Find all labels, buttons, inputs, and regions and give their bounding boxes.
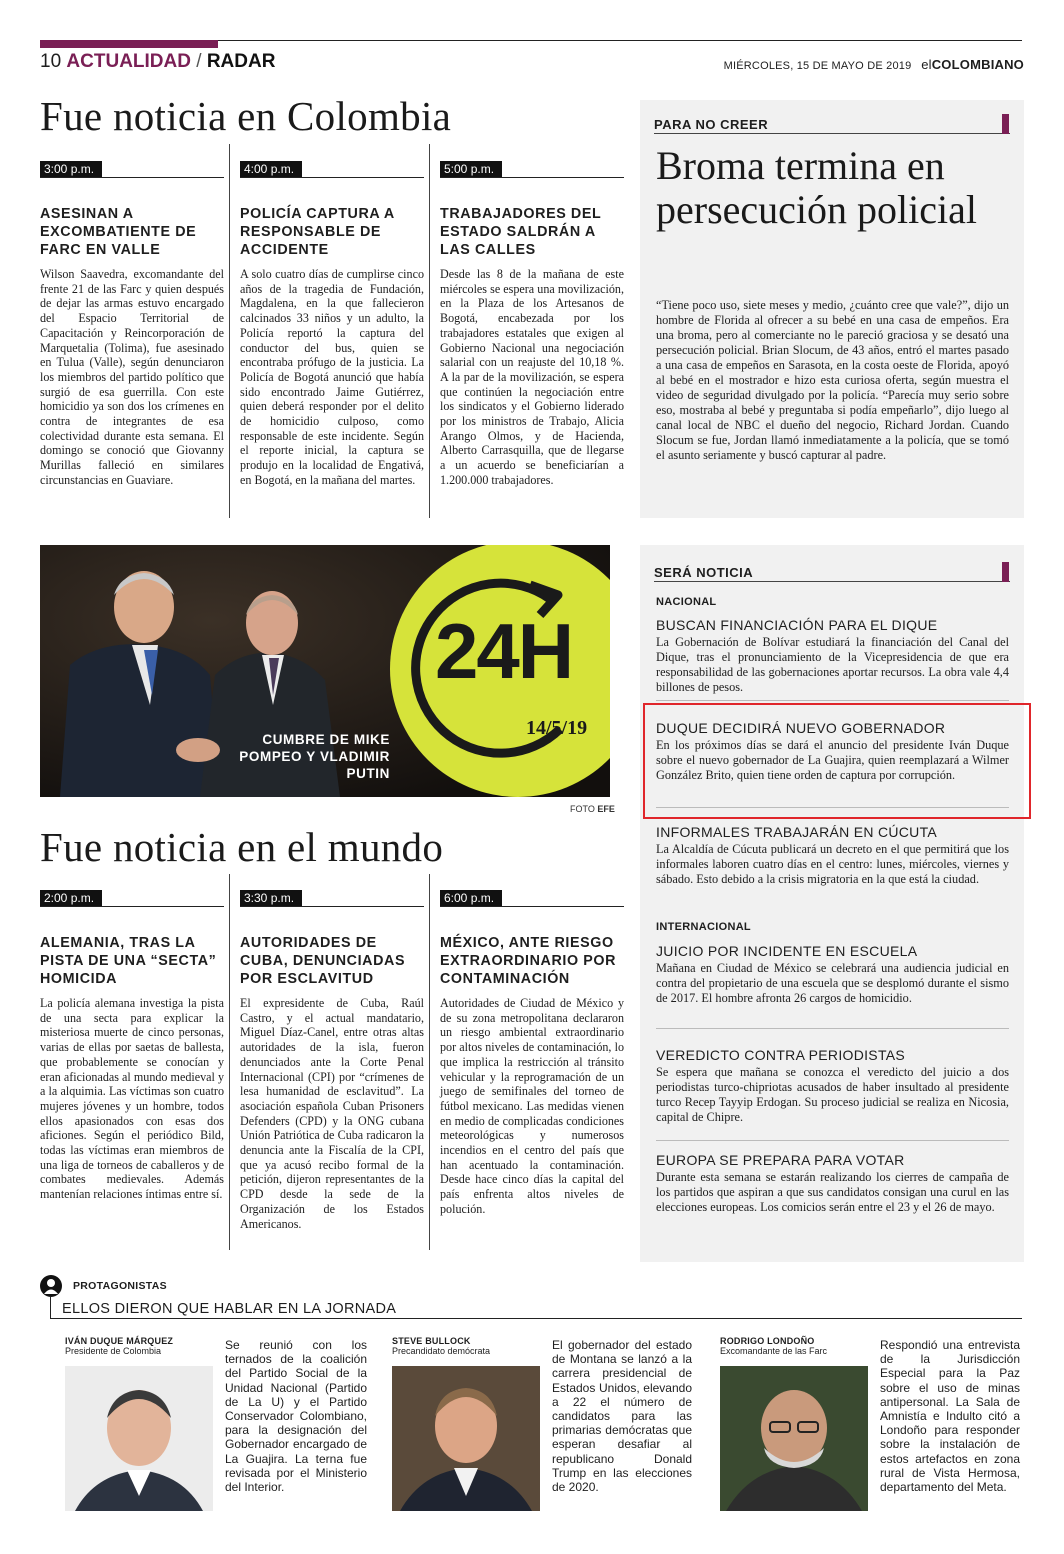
time-badge: 2:00 p.m. bbox=[40, 890, 102, 906]
protagonistas-subtitle: ELLOS DIERON QUE HABLAR EN LA JORNADA bbox=[62, 1301, 397, 1317]
item-title: EUROPA SE PREPARA PARA VOTAR bbox=[656, 1152, 905, 1168]
page-number: 10 bbox=[40, 51, 62, 72]
headline: POLICÍA CAPTURA A RESPONSABLE DE ACCIDENTE bbox=[240, 206, 395, 258]
column-divider bbox=[429, 144, 430, 518]
time-badge: 3:30 p.m. bbox=[240, 890, 302, 906]
item-title: BUSCAN FINANCIACIÓN PARA EL DIQUE bbox=[656, 617, 938, 633]
para-no-creer-body: “Tiene poco uso, siete meses y medio, ¿cuánto cree que vale?”, dijo un hombre de Florida al ofrecer a su bebé en una casa de empeños. Era una broma, pero al comerciante no le pareció graciosa y se desató una persecución policial. Brian Slocum, de 43 años, entró el martes pasado a una casa de empeños en Sarasota, en la costa oeste de Florida, apoyó al bebé en el mostrador e hizo esta curiosa oferta, según muestra el video de seguridad divulgado por la policía. “Parecía muy serio sobre eso, mostraba al bebé y preguntaba si podía empeñarlo”, dijo luego al canal local de NBC el dueño del negocio, Richard Jordan. Cuando Slocum se fue, Jordan llamó inmediatamente a la policía, que se tomó el asunto seriamente y buscó capturar al padre. bbox=[656, 298, 1009, 462]
mundo-item-3 bbox=[440, 887, 624, 1217]
photo-caption: CUMBRE DE MIKE POMPEO Y VLADIMIR PUTIN bbox=[239, 732, 390, 781]
internacional-item-2 bbox=[656, 1047, 1009, 1125]
summit-photo bbox=[40, 545, 610, 797]
item-body: La Gobernación de Bolívar estudiará la financiación del Canal del Dique, tras el pronunciamiento de la Vicepresidencia de que era responsabilidad de las gobernaciones aportar recursos. La obra vale 4,4 billones de pesos. bbox=[656, 635, 1009, 694]
protagonistas-kicker: PROTAGONISTAS bbox=[73, 1280, 167, 1292]
24h-logo-text: 24H bbox=[435, 607, 573, 695]
body-text: Wilson Saavedra, excomandante del frente 21 de las Farc y quien después de dejar las armas estuvo encargado del Espacio Territorial de Capacitación y Reincorporación de Marquetalia (Tolima), fue asesinado en Tulua (Valle), según denunciaron los miembros del partido político que surgió de esa guerrilla. Con este homicidio ya son dos los crímenes en contra de integrantes de esa colectividad durante esta semana. El domingo se conoció que Giovanny Murillas falleció en similares circunstancias en Guaviare. bbox=[40, 267, 224, 487]
date: MIÉRCOLES, 15 DE MAYO DE 2019 bbox=[723, 60, 912, 72]
item-body: Se espera que mañana se conozca el veredicto del juicio a dos periodistas turco-chipriotas acusados de haber insultado al presidente turco Recep Tayyip Erdogan. Su proceso judicial se realiza en Nicosia, capital de Chipre. bbox=[656, 1065, 1009, 1124]
time-badge: 6:00 p.m. bbox=[440, 890, 502, 906]
time-badge: 5:00 p.m. bbox=[440, 161, 502, 177]
protagonist-text-3: Respondió una entrevista de la Jurisdicción Especial para la Paz sobre el uso de minas antipersonal. La Sala de Amnistía e Indulto citó a Londoño para responder sobre la instalación de estos artefactos en zona rural de Vista Hermosa, departamento del Meta. bbox=[880, 1338, 1020, 1495]
column-divider bbox=[229, 874, 230, 1250]
time-badge: 3:00 p.m. bbox=[40, 161, 102, 177]
protagonist-1 bbox=[65, 1336, 215, 1356]
item-body: La Alcaldía de Cúcuta publicará un decreto en el que permitirá que los informales laboren cuatro días en el centro: lunes, miércoles, viernes y sábado. Esto debido a la crisis migratoria en la que está la ciudad. bbox=[656, 842, 1009, 886]
internacional-item-3 bbox=[656, 1152, 1009, 1215]
body-text: A solo cuatro días de cumplirse cinco años de la tragedia de Fundación, Magdalena, en la que fallecieron calcinados 33 niños y un adulto, la Policía reportó la captura del conductor del bus, quien se encontraba prófugo de la justicia. La Policía de Bogotá anunció que había sido encontrado Jaime Gutiérrez, quien deberá responder por el delito de homicidio culposo, como responsable de este incidente. Según el reporte inicial, la captura se produjo en la localidad de Engativá, en Bogotá, en la mañana del martes. bbox=[240, 267, 424, 487]
nacional-item-3 bbox=[656, 824, 1009, 887]
section-label: ACTUALIDAD bbox=[66, 51, 191, 72]
headline: AUTORIDADES DE CUBA, DENUNCIADAS POR ESCLAVITUD bbox=[240, 935, 406, 987]
protagonist-2 bbox=[392, 1336, 542, 1356]
item-body: En los próximos días se dará el anuncio del presidente Iván Duque sobre el nuevo gobernador de La Guajira, quien reemplazará a Wilmer González Brito, quien tiene orden de captura por corrupción. bbox=[656, 738, 1009, 782]
person-icon bbox=[40, 1275, 62, 1297]
headline: MÉXICO, ANTE RIESGO EXTRAORDINARIO POR CONTAMINACIÓN bbox=[440, 935, 617, 987]
colombia-title: Fue noticia en Colombia bbox=[40, 93, 452, 139]
protagonist-text-2: El gobernador del estado de Montana se lanzó a la carrera presidencial de Estados Unidos, elevando a 22 el número de candidatos para las primarias demócratas que esperan desafiar al republicano Donald Trump en las elecciones de 2020. bbox=[552, 1338, 692, 1495]
headline: ALEMANIA, TRAS LA PISTA DE UNA “SECTA” HOMICIDA bbox=[40, 935, 217, 987]
nacional-label: NACIONAL bbox=[656, 596, 717, 608]
item-title: DUQUE DECIDIRÁ NUEVO GOBERNADOR bbox=[656, 720, 946, 736]
para-no-creer-box bbox=[640, 100, 1024, 518]
protagonist-role: Precandidato demócrata bbox=[392, 1346, 491, 1356]
protagonist-photo-2 bbox=[392, 1366, 540, 1511]
header-accent-bar bbox=[40, 40, 218, 48]
kicker-accent bbox=[1002, 562, 1009, 582]
headline: ASESINAN A EXCOMBATIENTE DE FARC EN VALLE bbox=[40, 206, 197, 258]
mundo-item-1 bbox=[40, 887, 224, 1202]
item-title: VEREDICTO CONTRA PERIODISTAS bbox=[656, 1047, 906, 1063]
colombia-item-2 bbox=[240, 158, 424, 488]
column-divider bbox=[229, 144, 230, 518]
protagonist-photo-1 bbox=[65, 1366, 213, 1511]
para-no-creer-title: Broma termina en persecución policial bbox=[656, 143, 977, 232]
body-text: El expresidente de Cuba, Raúl Castro, y el actual mandatario, Miguel Díaz-Canel, entre otras altas autoridades de la isla, fueron denunciados ante la Corte Penal Internacional (CPI) por “crímenes de lesa humanidad de esclavitud”. La asociación española Cuban Prisoners Defenders (CPD) y la ONG cubana Unión Patriótica de Cuba radicaron la denuncia ante la Fiscalía de la CPI, que ya acusó recibo formal de la petición, dijeron representantes de la CPD desde la sede de la Organización de los Estados Americanos. bbox=[240, 996, 424, 1231]
item-body: Durante esta semana se estarán realizando los cierres de campaña de los partidos que aspiran a que sus candidatos consigan una curul en las elecciones europeas. Los comicios serán entre el 23 y el 26 de mayo. bbox=[656, 1170, 1009, 1214]
kicker-accent bbox=[1002, 114, 1009, 134]
colombia-item-1 bbox=[40, 158, 224, 488]
body-text: Desde las 8 de la mañana de este miércoles se espera una movilización, en la Plaza de los Artesanos de Bogotá, encabezada por los trabajadores estatales que exigen al Gobierno Nacional una negociación salarial con un reajuste del 10,18 %. A la par de la movilización, se espera que continúen la negociación entre los sindicatos y el Gobierno liderado por los ministros de Trabajo, Alicia Arango Olmos, y de Hacienda, Alberto Carrasquilla, que de llegarse a un acuerdo se beneficiarían a 1.200.000 trabajadores. bbox=[440, 267, 624, 487]
section-header bbox=[40, 51, 275, 73]
dateline bbox=[724, 57, 1024, 72]
mundo-title: Fue noticia en el mundo bbox=[40, 824, 444, 870]
column-divider bbox=[429, 874, 430, 1250]
headline: TRABAJADORES DEL ESTADO SALDRÁN A LAS CALLES bbox=[440, 206, 602, 258]
24h-date: 14/5/19 bbox=[526, 717, 588, 739]
internacional-label: INTERNACIONAL bbox=[656, 921, 751, 933]
item-title: JUICIO POR INCIDENTE EN ESCUELA bbox=[656, 943, 918, 959]
internacional-item-1 bbox=[656, 943, 1009, 1006]
highlight-box bbox=[643, 703, 1031, 819]
section-slash: / bbox=[196, 51, 202, 72]
sera-noticia-kicker: SERÁ NOTICIA bbox=[654, 565, 754, 580]
protagonist-name: RODRIGO LONDOÑO bbox=[720, 1336, 815, 1346]
protagonist-3 bbox=[720, 1336, 870, 1356]
sera-noticia-box bbox=[640, 545, 1024, 1262]
protagonist-photo-3 bbox=[720, 1366, 868, 1511]
body-text: Autoridades de Ciudad de México y de su zona metropolitana declararon un riesgo ambiental extraordinario por altos niveles de contaminación, lo que implica la restricción al tránsito vehicular y la reprogramación de un juego de semifinales del torneo de fútbol mexicano. Las medidas vienen en medio de complicadas condiciones meteorológicas y numerosos incendios en el centro del país que han acentuado la contaminación. Desde hace cinco días la capital del país enfrenta altos niveles de polución. bbox=[440, 996, 624, 1216]
photo-credit: FOTO EFE bbox=[570, 804, 615, 814]
item-body: Mañana en Ciudad de México se celebrará una audiencia judicial en contra del propietario de una escuela que se desplomó durante el sismo de 2017. El hombre afronta 26 cargos de homicidio. bbox=[656, 961, 1009, 1005]
para-no-creer-kicker: PARA NO CREER bbox=[654, 117, 769, 132]
body-text: La policía alemana investiga la pista de una secta para explicar la misteriosa muerte de cinco personas, varias de ellas por saetas de ballesta, que probablemente se conocían y eran aficionadas al mundo medieval y a la alquimia. Las víctimas son cuatro mujeres jóvenes y un hombre, todos ellos apasionados con esas dos aficiones. Según el periódico Bild, todas las víctimas eran miembros de una liga de torneos de caballeros y de combates medievales. Además mantenían relaciones íntimas entre sí. bbox=[40, 996, 224, 1202]
item-title: INFORMALES TRABAJARÁN EN CÚCUTA bbox=[656, 824, 938, 840]
subsection-label: RADAR bbox=[206, 51, 276, 72]
protagonist-name: IVÁN DUQUE MÁRQUEZ bbox=[65, 1336, 174, 1346]
protagonist-text-1: Se reunió con los ternados de la coalición del Partido Social de la Unidad Nacional (Partido de La U) y el Partido Conservador Colombiano, para la designación del Gobernador encargado de La Guajira. La terna fue revisada por el Ministerio del Interior. bbox=[225, 1338, 367, 1495]
nacional-item-1 bbox=[656, 617, 1009, 695]
colombia-item-3 bbox=[440, 158, 624, 488]
brand-logo: elCOLOMBIANO bbox=[921, 57, 1024, 72]
protagonist-role: Excomandante de las Farc bbox=[720, 1346, 828, 1356]
protagonistas-rule bbox=[50, 1318, 1022, 1319]
mundo-item-2 bbox=[240, 887, 424, 1231]
protagonist-role: Presidente de Colombia bbox=[65, 1346, 162, 1356]
time-badge: 4:00 p.m. bbox=[240, 161, 302, 177]
protagonist-name: STEVE BULLOCK bbox=[392, 1336, 471, 1346]
